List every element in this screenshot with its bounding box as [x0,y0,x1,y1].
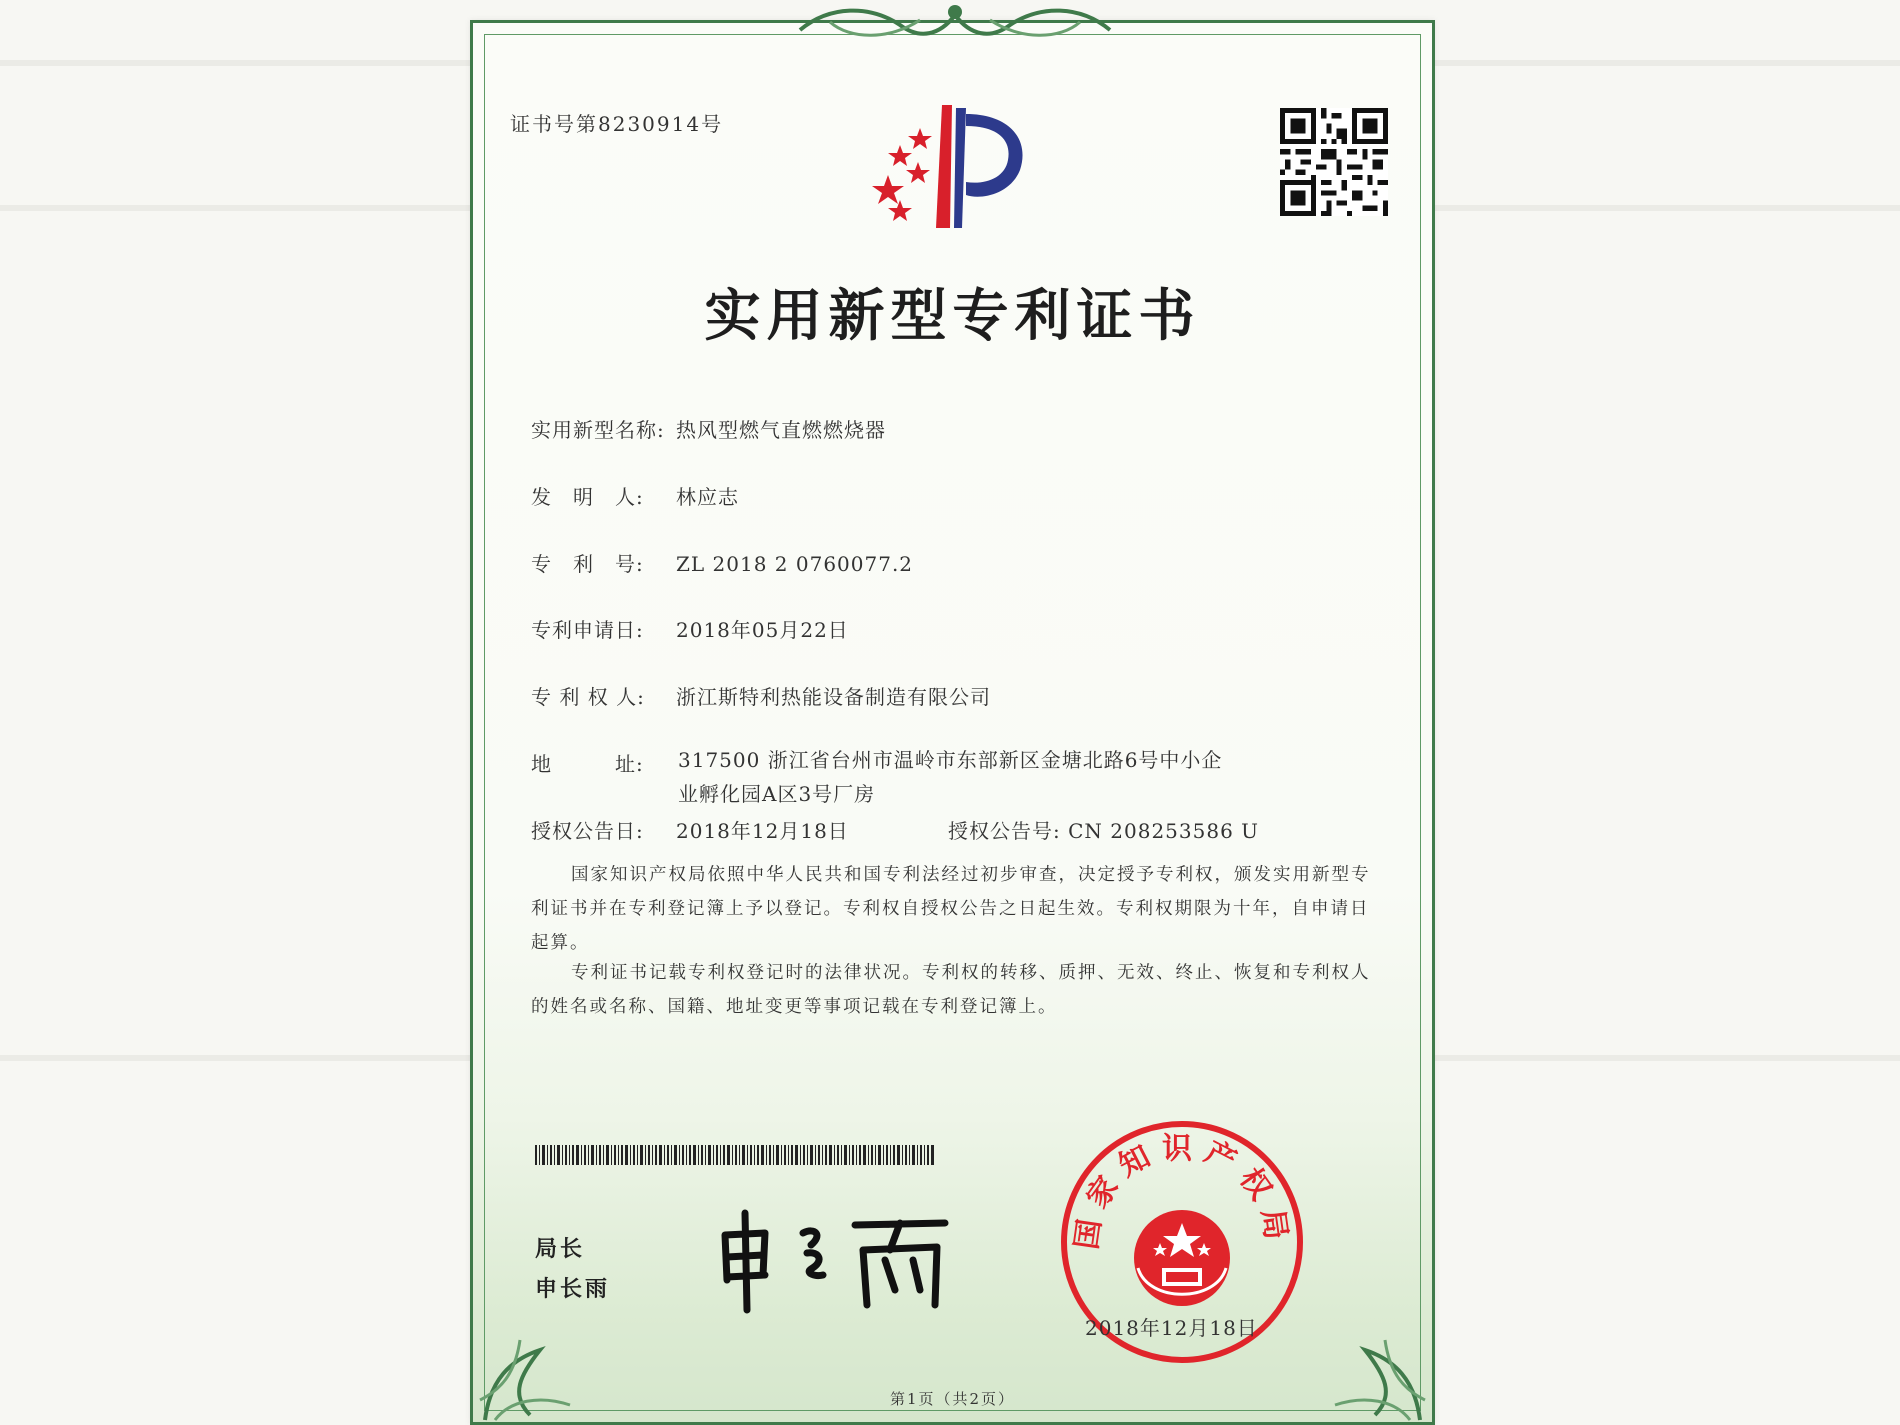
field-patent-number [531,548,913,577]
svg-text:国家知识产权局: 国家知识产权局 [1069,1131,1295,1252]
field-label: 专 利 号: [531,552,644,576]
certificate-number: 证书号第8230914号 [510,112,724,136]
field-value: CN 208253586 U [1068,819,1260,843]
patent-office-logo [870,100,1040,235]
address-line-1: 317500 浙江省台州市温岭市东部新区金塘北路6号中小企 [678,748,1223,772]
field-value: 浙江斯特利热能设备制造有限公司 [676,685,991,709]
field-label: 发 明 人: [531,485,644,509]
field-utility-model-name [531,414,886,443]
field-label: 实用新型名称: [531,418,665,442]
field-filing-date [531,614,849,643]
seal-date: 2018年12月18日 [1085,1316,1258,1340]
field-address-value [678,743,1268,811]
field-label: 地 址: [531,752,644,776]
statement-paragraph-2: 专利证书记载专利权登记时的法律状况。专利权的转移、质押、无效、终止、恢复和专利权人的姓名或名称、国籍、地址变更等事项记载在专利登记簿上。 [531,963,1371,1017]
field-address-label [531,748,676,777]
statement-paragraph-1: 国家知识产权局依照中华人民共和国专利法经过初步审查，决定授予专利权，颁发实用新型专利证书并在专利登记簿上予以登记。专利权自授权公告之日起生效。专利权期限为十年，自申请日起算。 [531,865,1371,953]
director-title: 局长 [535,1237,586,1262]
field-value: 2018年05月22日 [676,618,849,642]
page-number: 第1页（共2页） [889,1390,1016,1408]
qr-code [1280,108,1388,216]
field-label: 专利申请日: [531,618,644,642]
field-patentee [531,681,991,710]
field-label: 授权公告日: [531,819,644,843]
field-value: 热风型燃气直燃燃烧器 [676,418,886,442]
field-grant-publication-number [948,815,1259,844]
director-name: 申长雨 [535,1277,611,1302]
field-label: 授权公告号: [948,819,1061,843]
address-line-2: 业孵化园A区3号厂房 [678,782,876,806]
field-value: 林应志 [676,485,739,509]
barcode [535,1145,935,1165]
director-signature [715,1205,955,1315]
field-value: ZL 2018 2 0760077.2 [676,552,914,576]
certificate-title: 实用新型专利证书 [704,283,1201,349]
top-ornament [790,0,1120,50]
field-inventor [531,481,739,510]
field-value: 2018年12月18日 [676,819,849,843]
field-label: 专 利 权 人: [531,685,645,709]
field-grant-date [531,815,849,844]
